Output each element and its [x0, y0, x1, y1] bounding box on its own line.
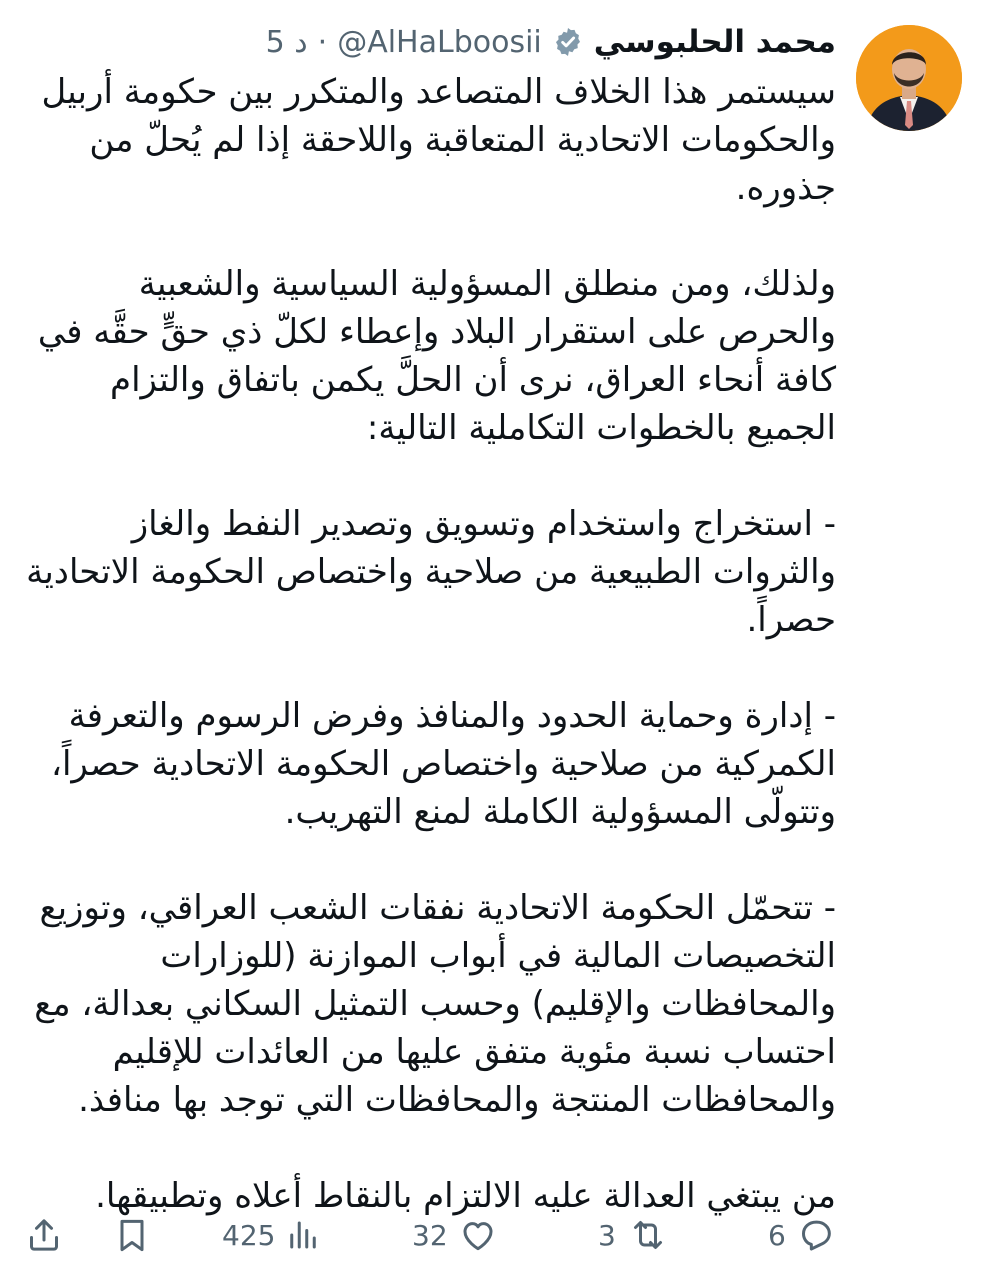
- tweet-paragraph: - إدارة وحماية الحدود والمنافذ وفرض الرسوم والتعرفة الكمركية من صلاحية واختصاص الحكومة الاتحادية حصراً، وتتولّى المسؤولية الكاملة لمنع التهريب.: [50, 696, 836, 832]
- avatar[interactable]: [856, 25, 962, 131]
- repost-button[interactable]: [598, 1208, 670, 1262]
- tweet-paragraph: - استخراج واستخدام وتسويق وتصدير النفط والغاز والثروات الطبيعية من صلاحية واختصاص الحكومة الاتحادية حصراً.: [26, 504, 836, 640]
- views-button[interactable]: [222, 1208, 321, 1262]
- tweet-header: [164, 22, 836, 62]
- tweet-paragraph: ولذلك، ومن منطلق المسؤولية السياسية والشعبية والحرص على استقرار البلاد وإعطاء لكلّ ذي حقٍّ حقَّه في كافة أنحاء العراق، نرى أن الحلَّ يكمن باتفاق والتزام الجميع بالخطوات التكاملية التالية:: [37, 264, 836, 448]
- like-button[interactable]: [412, 1208, 498, 1262]
- tweet-paragraph: - تتحمّل الحكومة الاتحادية نفقات الشعب العراقي، وتوزيع التخصيصات المالية في أبواب الموازنة (للوزارات والمحافظات والإقليم) وحسب التمثيل السكاني بعدالة، مع احتساب نسبة مئوية متفق عليها من العائدات للإقليم والمحافظات المنتجة والمحافظات التي توجد بها منافذ.: [34, 888, 836, 1120]
- reply-count: 6: [768, 1218, 786, 1252]
- share-button[interactable]: [24, 1208, 64, 1262]
- timestamp[interactable]: 5 د: [265, 24, 308, 60]
- views-count: 425: [222, 1218, 276, 1252]
- avatar-image: [856, 25, 962, 131]
- author-handle[interactable]: @AlHaLboosii: [337, 24, 542, 60]
- heart-icon: [458, 1215, 498, 1255]
- tweet-paragraph: من يبتغي العدالة عليه الالتزام بالنقاط أعلاه وتطبيقها.: [95, 1176, 836, 1216]
- separator-dot: ·: [317, 24, 328, 60]
- bookmark-button[interactable]: [112, 1208, 152, 1262]
- like-count: 32: [412, 1218, 448, 1252]
- repost-count: 3: [598, 1218, 616, 1252]
- reply-button[interactable]: [768, 1208, 836, 1262]
- tweet-action-bar: [0, 1208, 984, 1262]
- verified-badge-icon: [552, 26, 584, 58]
- reply-icon: [796, 1215, 836, 1255]
- analytics-icon: [285, 1215, 321, 1255]
- repost-icon: [626, 1215, 670, 1255]
- tweet-text: [26, 68, 836, 1220]
- share-icon: [24, 1215, 64, 1255]
- author-display-name[interactable]: محمد الحلبوسي: [593, 24, 836, 60]
- bookmark-icon: [112, 1215, 152, 1255]
- tweet-paragraph: سيستمر هذا الخلاف المتصاعد والمتكرر بين حكومة أربيل والحكومات الاتحادية المتعاقبة واللاحقة إذا لم يُحلّ من جذوره.: [41, 72, 836, 208]
